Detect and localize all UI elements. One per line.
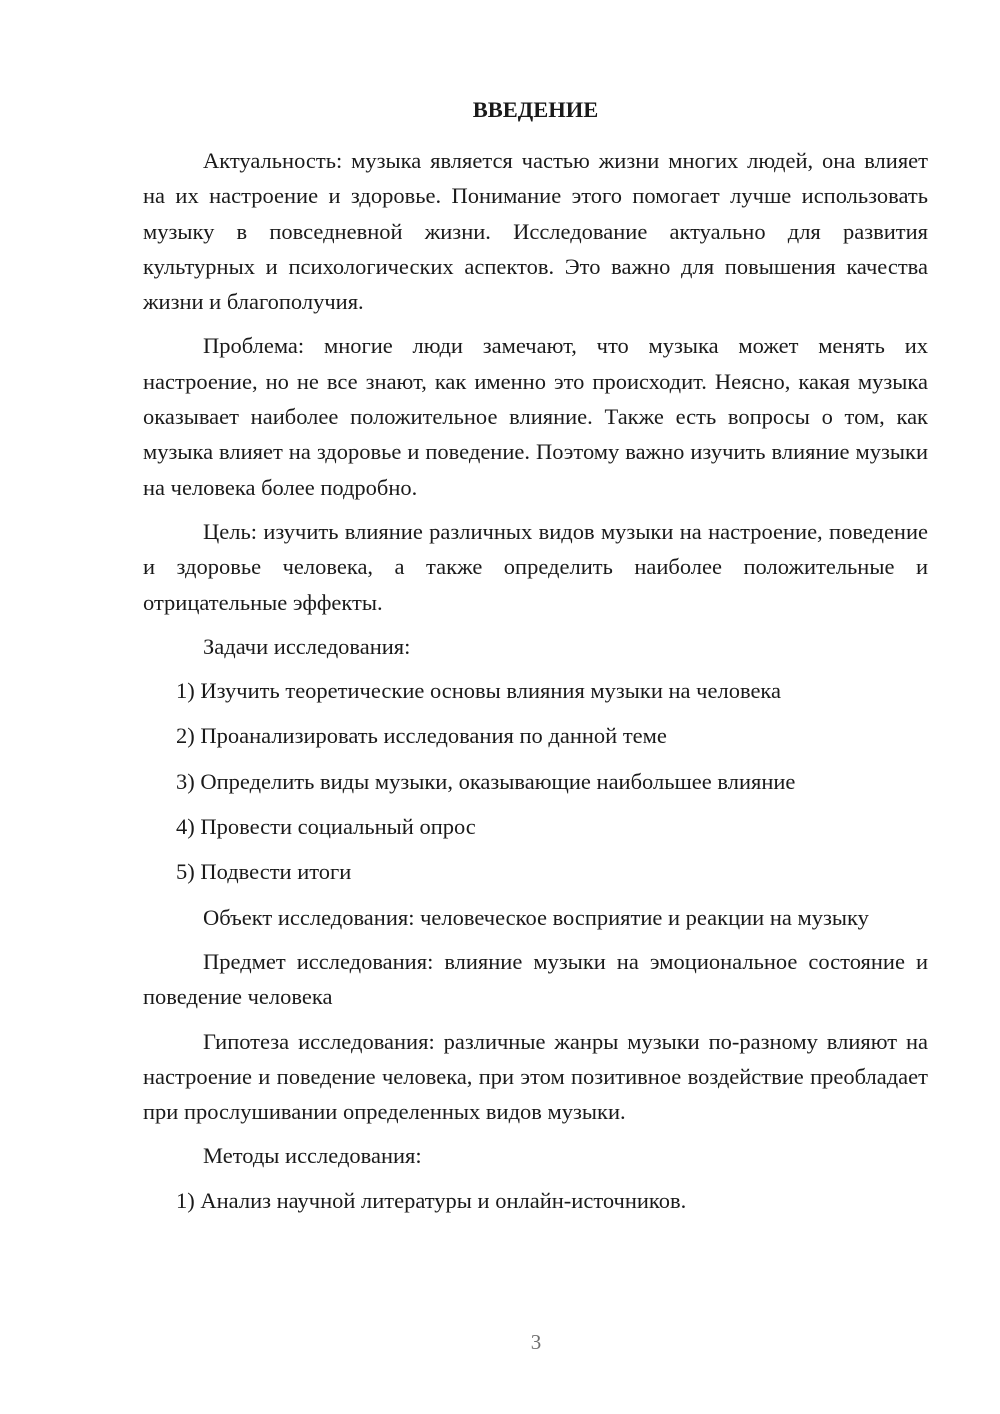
methods-list: [143, 1183, 928, 1218]
list-item: 4) Провести социальный опрос: [176, 814, 476, 840]
list-item: 1) Анализ научной литературы и онлайн-источников.: [176, 1187, 687, 1213]
paragraph-object: Объект исследования: человеческое восприятие и реакции на музыку: [203, 904, 869, 930]
methods-title: Методы исследования:: [203, 1143, 422, 1169]
paragraph-relevance: Актуальность: музыка является частью жизни многих людей, она влияет на их настроение и здоровье. Понимание этого помогает лучше использовать музыку в повседневной жизни. Исследование актуально для развития культурных и психологических аспектов. Это важно для повышения качества жизни и благополучия.: [143, 148, 928, 315]
list-item: 3) Определить виды музыки, оказывающие наибольшее влияние: [176, 768, 796, 794]
paragraph-hypothesis: Гипотеза исследования: различные жанры музыки по-разному влияют на настроение и поведение человека, при этом позитивное воздействие преобладает при прослушивании определенных видов музыки.: [143, 1028, 928, 1125]
section-heading: ВВЕДЕНИЕ: [472, 97, 599, 122]
tasks-list: [143, 673, 928, 889]
list-item: 2) Проанализировать исследования по данной теме: [176, 723, 667, 749]
list-item: 1) Изучить теоретические основы влияния музыки на человека: [176, 678, 782, 704]
list-item: 5) Подвести итоги: [176, 859, 352, 885]
paragraph-subject: Предмет исследования: влияние музыки на эмоциональное состояние и поведение человека: [143, 948, 928, 1010]
page-content: [143, 96, 928, 1228]
paragraph-problem: Проблема: многие люди замечают, что музыка может менять их настроение, но не все знают, как именно это происходит. Неясно, какая музыка оказывает наиболее положительное влияние. Также есть вопросы о том, как музыка влияет на здоровье и поведение. Поэтому важно изучить влияние музыки на человека более подробно.: [143, 333, 928, 500]
tasks-title: Задачи исследования:: [203, 633, 411, 659]
paragraph-goal: Цель: изучить влияние различных видов музыки на настроение, поведение и здоровье человека, а также определить наиболее положительные и отрицательные эффекты.: [143, 518, 928, 615]
page-number: 3: [530, 1330, 542, 1354]
